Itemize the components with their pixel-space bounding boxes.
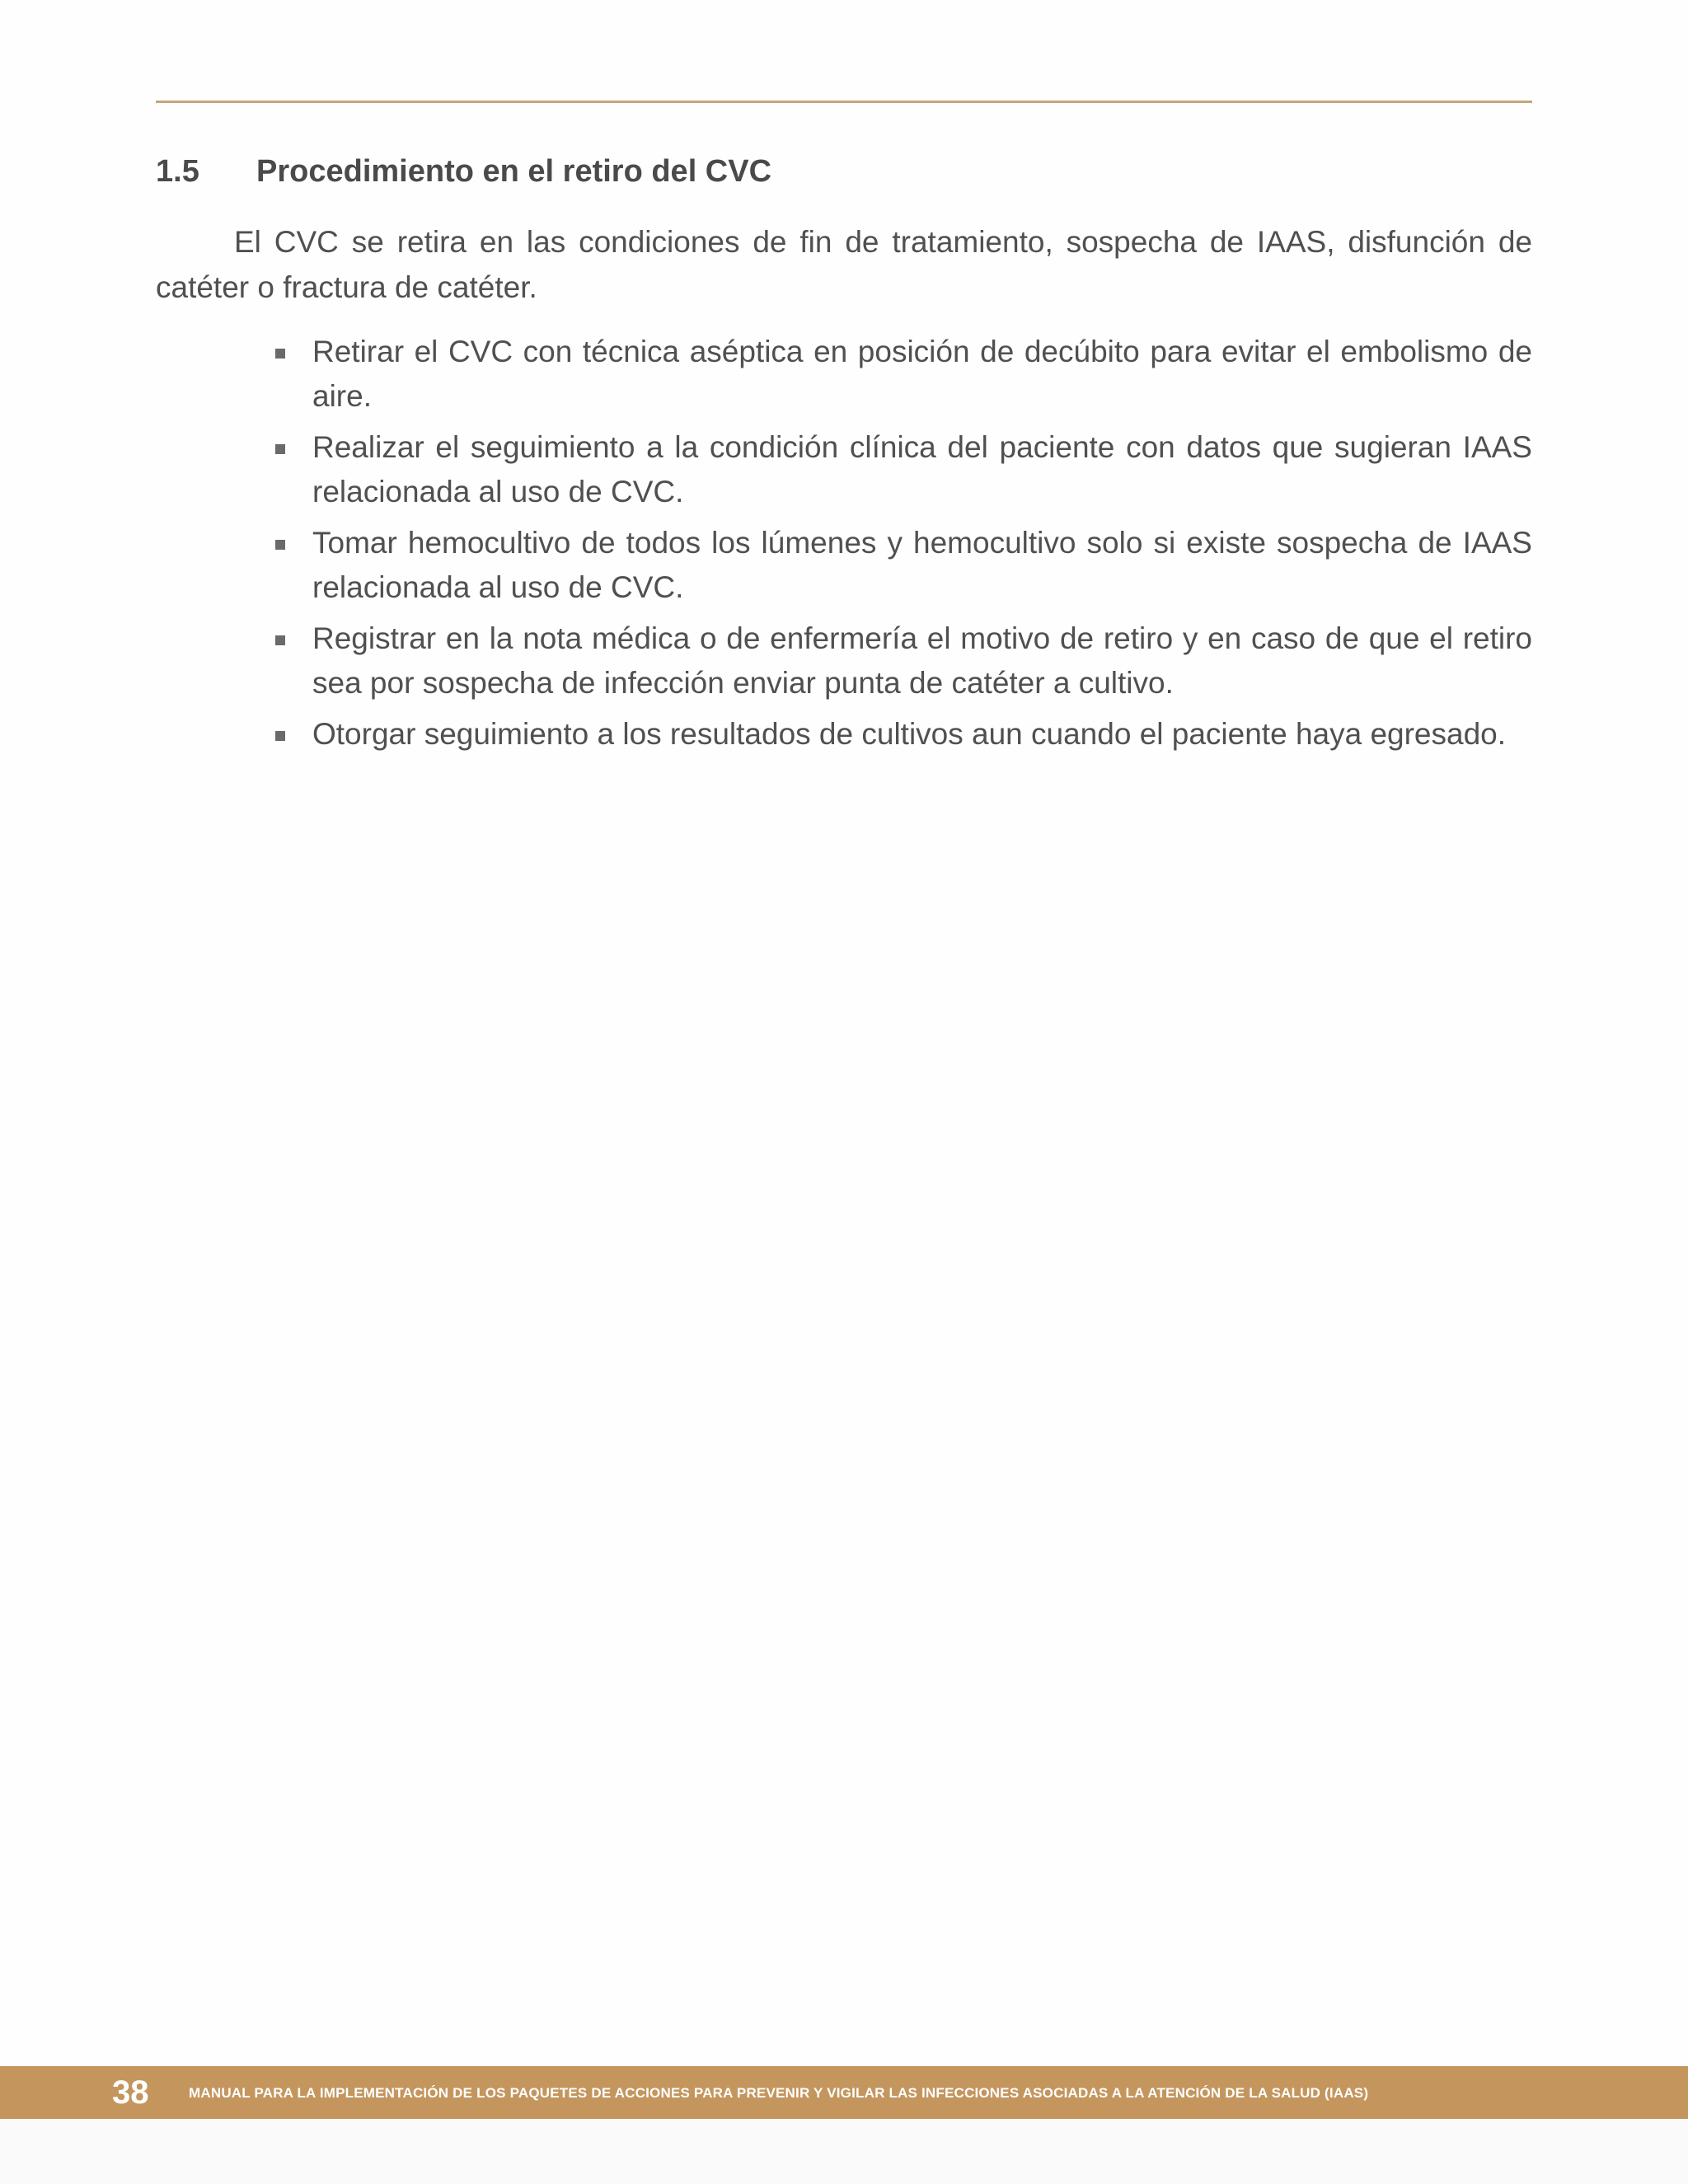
square-bullet-icon — [275, 635, 285, 645]
list-item — [275, 616, 1532, 705]
list-item — [275, 330, 1532, 419]
square-bullet-icon — [275, 731, 285, 741]
page-bottom-margin — [0, 2119, 1688, 2184]
list-item-text: Otorgar seguimiento a los resultados de cultivos aun cuando el paciente haya egresado. — [312, 717, 1507, 751]
section-heading — [156, 154, 1532, 190]
list-item — [275, 521, 1532, 610]
list-item-text: Tomar hemocultivo de todos los lúmenes y hemocultivo solo si existe sospecha de IAAS relacionada al uso de CVC. — [312, 526, 1532, 604]
list-item-text: Retirar el CVC con técnica aséptica en posición de decúbito para evitar el embolismo de aire. — [312, 335, 1532, 413]
section-title: Procedimiento en el retiro del CVC — [256, 154, 772, 189]
list-item — [275, 425, 1532, 514]
list-item — [275, 712, 1532, 757]
bullet-list — [275, 330, 1532, 763]
header-rule — [156, 101, 1532, 103]
square-bullet-icon — [275, 349, 285, 359]
list-item-text: Registrar en la nota médica o de enfermería el motivo de retiro y en caso de que el retiro sea por sospecha de infección enviar punta de catéter a cultivo. — [312, 621, 1532, 700]
section-number: 1.5 — [156, 154, 199, 189]
intro-paragraph: El CVC se retira en las condiciones de fin de tratamiento, sospecha de IAAS, disfunción de catéter o fractura de catéter. — [156, 225, 1532, 304]
square-bullet-icon — [275, 540, 285, 550]
list-item-text: Realizar el seguimiento a la condición clínica del paciente con datos que sugieran IAAS relacionada al uso de CVC. — [312, 430, 1532, 509]
square-bullet-icon — [275, 444, 285, 454]
footer-title: MANUAL PARA LA IMPLEMENTACIÓN DE LOS PAQUETES DE ACCIONES PARA PREVENIR Y VIGILAR LAS INFECCIONES ASOCIADAS A LA ATENCIÓN DE LA SALUD (IAAS) — [189, 2085, 1369, 2101]
page-number: 38 — [112, 2074, 149, 2111]
